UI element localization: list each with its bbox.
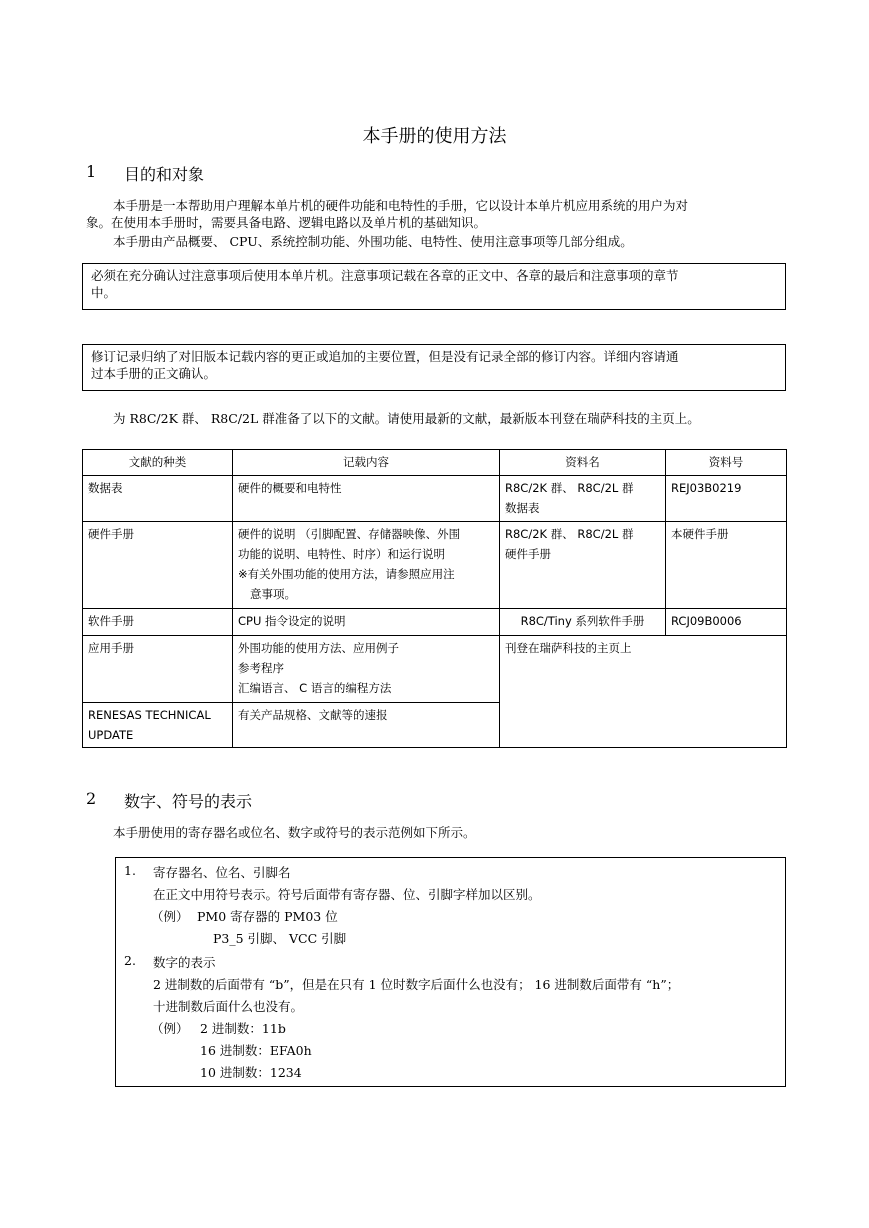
section-1-title: 目的和对象	[124, 165, 205, 184]
cell-type: 应用手册	[83, 636, 233, 703]
notice2-line2: 过本手册的正文确认。	[91, 366, 217, 381]
table-header: 资料号	[666, 450, 787, 476]
cell-name: R8C/2K 群、 R8C/2L 群 硬件手册	[500, 522, 666, 609]
para1-line1: 本手册是一本帮助用户理解本单片机的硬件功能和电特性的手册，它以设计本单片机应用系统的用户为对	[113, 198, 689, 213]
notation-box	[115, 857, 786, 1087]
cell-content: 硬件的概要和电特性	[233, 476, 500, 522]
table-header: 记载内容	[233, 450, 500, 476]
cell-name: R8C/2K 群、 R8C/2L 群 数据表	[500, 476, 666, 522]
notice1-line2: 中。	[91, 285, 117, 300]
section-2-title: 数字、符号的表示	[124, 792, 253, 811]
table-header: 文献的种类	[83, 450, 233, 476]
section-1-heading	[86, 162, 386, 184]
item1-example-2: P3_5 引脚、 VCC 引脚	[213, 931, 347, 946]
document-table	[82, 449, 787, 748]
section-1-number: 1	[86, 162, 97, 181]
cell-number: REJ03B0219	[666, 476, 787, 522]
section-2-heading	[86, 789, 386, 811]
cell-content: 硬件的说明 （引脚配置、存储器映像、外围 功能的说明、电特性、时序）和运行说明 ※有关外围功能的使用方法，请参照应用注 意事项。	[233, 522, 500, 609]
cell-content: 外围功能的使用方法、应用例子 参考程序 汇编语言、 C 语言的编程方法	[233, 636, 500, 703]
para1-line2: 象。在使用本手册时，需要具备电路、逻辑电路以及单片机的基础知识。	[86, 215, 487, 230]
cell-number: 本硬件手册	[666, 522, 787, 609]
item2-example-2: 16 进制数：EFA0h	[200, 1043, 312, 1058]
section-2-intro: 本手册使用的寄存器名或位名、数字或符号的表示范例如下所示。	[113, 825, 476, 840]
cell-merged-note: 刊登在瑞萨科技的主页上	[500, 636, 787, 748]
item1-example-1: PM0 寄存器的 PM03 位	[197, 909, 338, 924]
docs-intro: 为 R8C/2K 群、 R8C/2L 群准备了以下的文献。请使用最新的文献，最新版本刊登在瑞萨科技的主页上。	[113, 411, 700, 426]
cell-type: 软件手册	[83, 609, 233, 636]
cell-type: 数据表	[83, 476, 233, 522]
item2-example-1: 2 进制数：11b	[200, 1021, 286, 1036]
section-2-number: 2	[86, 789, 97, 808]
notice-box-caution	[82, 263, 786, 310]
item2-title: 数字的表示	[153, 955, 216, 970]
item1-desc: 在正文中用符号表示。符号后面带有寄存器、位、引脚字样加以区别。	[153, 887, 541, 902]
table-row	[83, 522, 787, 609]
cell-name: R8C/Tiny 系列软件手册	[500, 609, 666, 636]
item2-number: 2.	[124, 953, 136, 968]
table-row	[83, 636, 787, 703]
para2: 本手册由产品概要、 CPU、系统控制功能、外围功能、电特性、使用注意事项等几部分组成。	[113, 234, 633, 249]
page-title: 本手册的使用方法	[362, 126, 507, 147]
cell-type: 硬件手册	[83, 522, 233, 609]
item1-number: 1.	[124, 863, 136, 878]
notice2-line1: 修订记录归纳了对旧版本记载内容的更正或追加的主要位置，但是没有记录全部的修订内容。详细内容请通	[91, 349, 679, 364]
item1-title: 寄存器名、位名、引脚名	[153, 865, 291, 880]
item2-desc-2: 十进制数后面什么也没有。	[153, 999, 304, 1014]
table-row	[83, 609, 787, 636]
notice1-line1: 必须在充分确认过注意事项后使用本单片机。注意事项记载在各章的正文中、各章的最后和注意事项的章节	[91, 268, 679, 283]
notice-box-revision	[82, 344, 786, 391]
item1-example-label: （例）	[151, 909, 189, 924]
table-header: 资料名	[500, 450, 666, 476]
item2-example-3: 10 进制数：1234	[200, 1065, 302, 1080]
cell-content: 有关产品规格、文献等的速报	[233, 703, 500, 748]
cell-type: RENESAS TECHNICAL UPDATE	[83, 703, 233, 748]
table-header-row	[83, 450, 787, 476]
item2-desc-1: 2 进制数的后面带有 “b”，但是在只有 1 位时数字后面什么也没有； 16 进制数后面带有 “h”；	[153, 977, 680, 992]
table-row	[83, 476, 787, 522]
item2-example-label: （例）	[151, 1021, 189, 1036]
cell-number: RCJ09B0006	[666, 609, 787, 636]
cell-content: CPU 指令设定的说明	[233, 609, 500, 636]
